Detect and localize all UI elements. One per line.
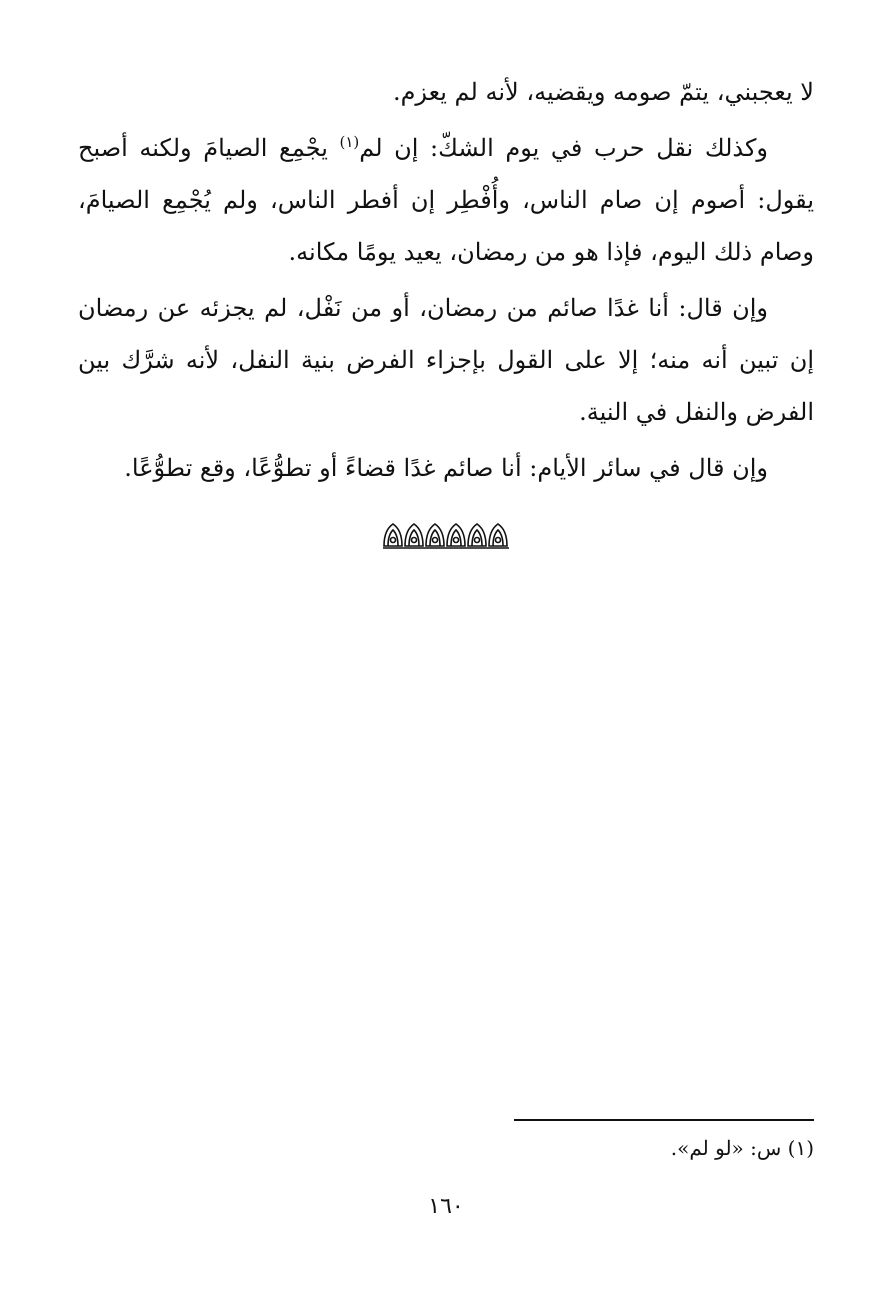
page-number: ١٦٠ <box>428 1194 464 1219</box>
footnote-divider <box>514 1119 814 1121</box>
paragraph-1: لا يعجبني، يتمّ صومه ويقضيه، لأنه لم يعزم. <box>392 78 814 106</box>
paragraph-2-start: وكذلك نقل حرب في يوم الشكّ: إن لم <box>359 134 768 162</box>
section-ornament <box>380 518 512 550</box>
paragraph-4: وإن قال في سائر الأيام: أنا صائم غدًا قضاءً أو تطوُّعًا، وقع تطوُّعًا. <box>124 454 768 482</box>
paragraph-2-rest: يجْمِع الصيامَ ولكنه أصبح يقول: أصوم إن صام الناس، وأُفْطِر إن أفطر الناس، ولم يُجْمِع الصيامَ، وصام ذلك اليوم، فإذا هو من رمضان، يعيد يومًا مكانه. <box>78 134 814 266</box>
paragraph-3: وإن قال: أنا غدًا صائم من رمضان، أو من نَفْل، لم يجزئه عن رمضان إن تبين أنه منه؛ إلا على القول بإجزاء الفرض بنية النفل، لأنه شرَّك بين الفرض والنفل في النية. <box>78 294 814 426</box>
footnote-reference[interactable]: (١) <box>339 133 360 151</box>
paragraph-2 <box>78 122 814 278</box>
footnote-1: (١) س: «لو لم». <box>670 1136 814 1160</box>
main-text <box>78 66 814 494</box>
